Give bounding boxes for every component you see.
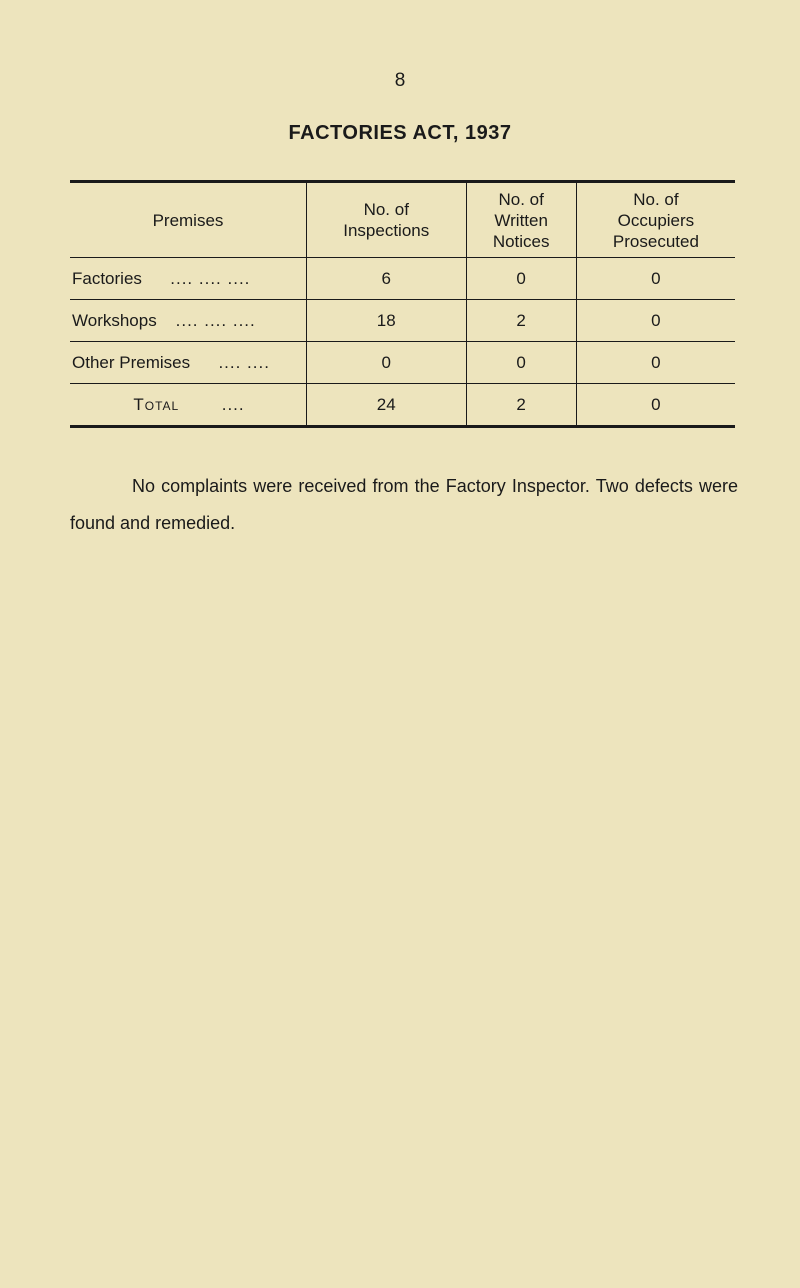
premises-label: Factories [72,268,142,288]
premises-cell [70,258,307,300]
header-line: Notices [492,231,550,251]
leader-dots: .... [221,394,245,414]
header-occupiers-prosecuted [576,182,735,258]
table-header-row [70,182,735,258]
table-total-row [70,384,735,427]
header-inspections [307,182,467,258]
inspections-cell: 6 [307,258,467,300]
header-line: No. of [633,189,679,209]
premises-cell [70,342,307,384]
header-line: Occupiers [617,210,695,230]
header-line: No. of [498,189,544,209]
table-row [70,258,735,300]
document-title: FACTORIES ACT, 1937 [288,122,512,144]
occupiers-prosecuted-cell: 0 [576,300,735,342]
occupiers-prosecuted-cell: 0 [576,258,735,300]
total-occupiers-prosecuted-cell: 0 [576,384,735,427]
premises-cell [70,300,307,342]
total-written-notices-cell: 2 [466,384,576,427]
header-premises [70,182,307,258]
premises-cell [70,384,307,427]
leader-dots: .... .... .... [175,310,256,330]
inspections-cell: 18 [307,300,467,342]
header-written-notices [466,182,576,258]
header-line: Prosecuted [612,231,699,251]
leader-dots: .... .... .... [170,268,251,288]
written-notices-cell: 0 [466,342,576,384]
table-row [70,342,735,384]
header-line: Written [494,210,548,230]
written-notices-cell: 0 [466,258,576,300]
header-line: No. of [363,200,409,219]
total-inspections-cell: 24 [307,384,467,427]
written-notices-cell: 2 [466,300,576,342]
header-line: Inspections [343,221,430,240]
factories-table [70,180,735,428]
inspections-cell: 0 [307,342,467,384]
premises-label: Workshops [72,310,157,330]
occupiers-prosecuted-cell: 0 [576,342,735,384]
table-row [70,300,735,342]
page-number: 8 [394,70,406,91]
note-paragraph: No complaints were received from the Factory Inspector. Two defects were found and remedied. [70,476,738,533]
leader-dots: .... .... [218,352,270,372]
total-label: Total [133,394,180,414]
header-line: Premises [152,210,224,230]
premises-label: Other Premises [72,352,191,372]
